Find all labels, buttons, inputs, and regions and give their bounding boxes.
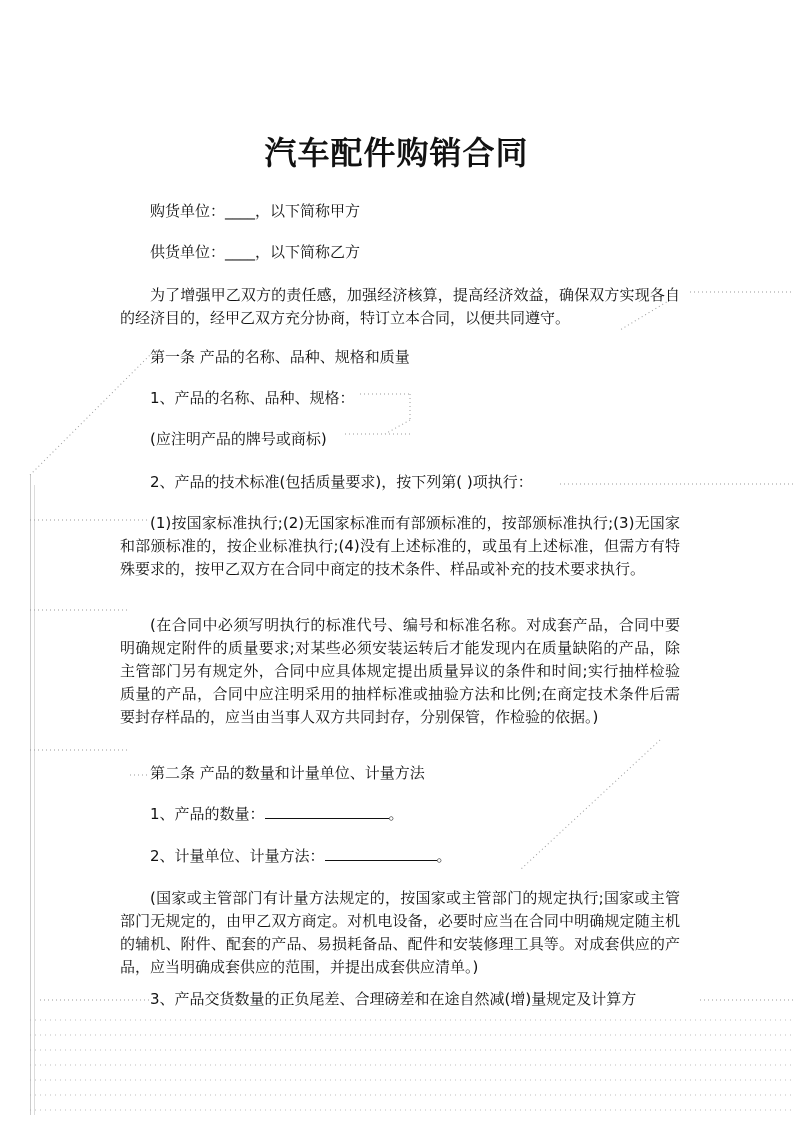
- buyer-line: 购货单位：____，以下简称甲方: [150, 202, 361, 220]
- article-2-item-2-end: 。: [436, 847, 452, 865]
- article-1-title: 第一条 产品的名称、品种、规格和质量: [150, 348, 410, 366]
- preamble-paragraph: 为了增强甲乙双方的责任感，加强经济核算，提高经济效益，确保双方实现各自的经济目的，经甲乙双方充分协商，特订立本合同，以便共同遵守。: [120, 286, 680, 327]
- article-1-item-2-options: (1)按国家标准执行;(2)无国家标准而有部颁标准的，按部颁标准执行;(3)无国家和部颁标准的，按企业标准执行;(4)没有上述标准的，或虽有上述标准，但需方有特殊要求的，按甲乙双方在合同中商定的技术条件、样品或补充的技术要求执行。: [120, 514, 680, 578]
- article-2-item-1-end: 。: [388, 805, 404, 823]
- seller-line: 供货单位：____，以下简称乙方: [150, 243, 361, 261]
- article-1-item-1: 1、产品的名称、品种、规格：: [150, 389, 355, 407]
- unit-method-blank-line: [325, 846, 437, 861]
- article-2-title: 第二条 产品的数量和计量单位、计量方法: [150, 764, 425, 782]
- article-2-item-2-label: 2、计量单位、计量方法：: [150, 847, 325, 865]
- article-2-item-1: [120, 803, 680, 826]
- article-2-item-3: 3、产品交货数量的正负尾差、合理磅差和在途自然减(增)量规定及计算方: [150, 990, 637, 1008]
- page-title: 汽车配件购销合同: [264, 134, 529, 172]
- article-1-item-2-note: (在合同中必须写明执行的标准代号、编号和标准名称。对成套产品，合同中要明确规定附件的质量要求;对某些必须安装运转后才能发现内在质量缺陷的产品，除主管部门另有规定外，合同中应具体规定提出质量异议的条件和时间;实行抽样检验质量的产品，合同中应注明采用的抽样标准或抽验方法和比例;在商定技术条件后需要封存样品的，应当由当事人双方共同封存，分别保管，作检验的依据。): [120, 616, 680, 726]
- article-1-note-1: (应注明产品的牌号或商标): [150, 430, 327, 448]
- article-2-item-1-label: 1、产品的数量：: [150, 805, 265, 823]
- quantity-blank-line: [265, 804, 389, 819]
- article-2-note: (国家或主管部门有计量方法规定的，按国家或主管部门的规定执行;国家或主管部门无规定的，由甲乙双方商定。对机电设备，必要时应当在合同中明确规定随主机的辅机、附件、配套的产品、易损耗备品、配件和安装修理工具等。对成套供应的产品，应当明确成套供应的范围，并提出成套供应清单。): [120, 889, 680, 976]
- article-1-item-2: 2、产品的技术标准(包括质量要求)，按下列第( )项执行：: [150, 473, 533, 491]
- article-2-item-2: [120, 845, 680, 868]
